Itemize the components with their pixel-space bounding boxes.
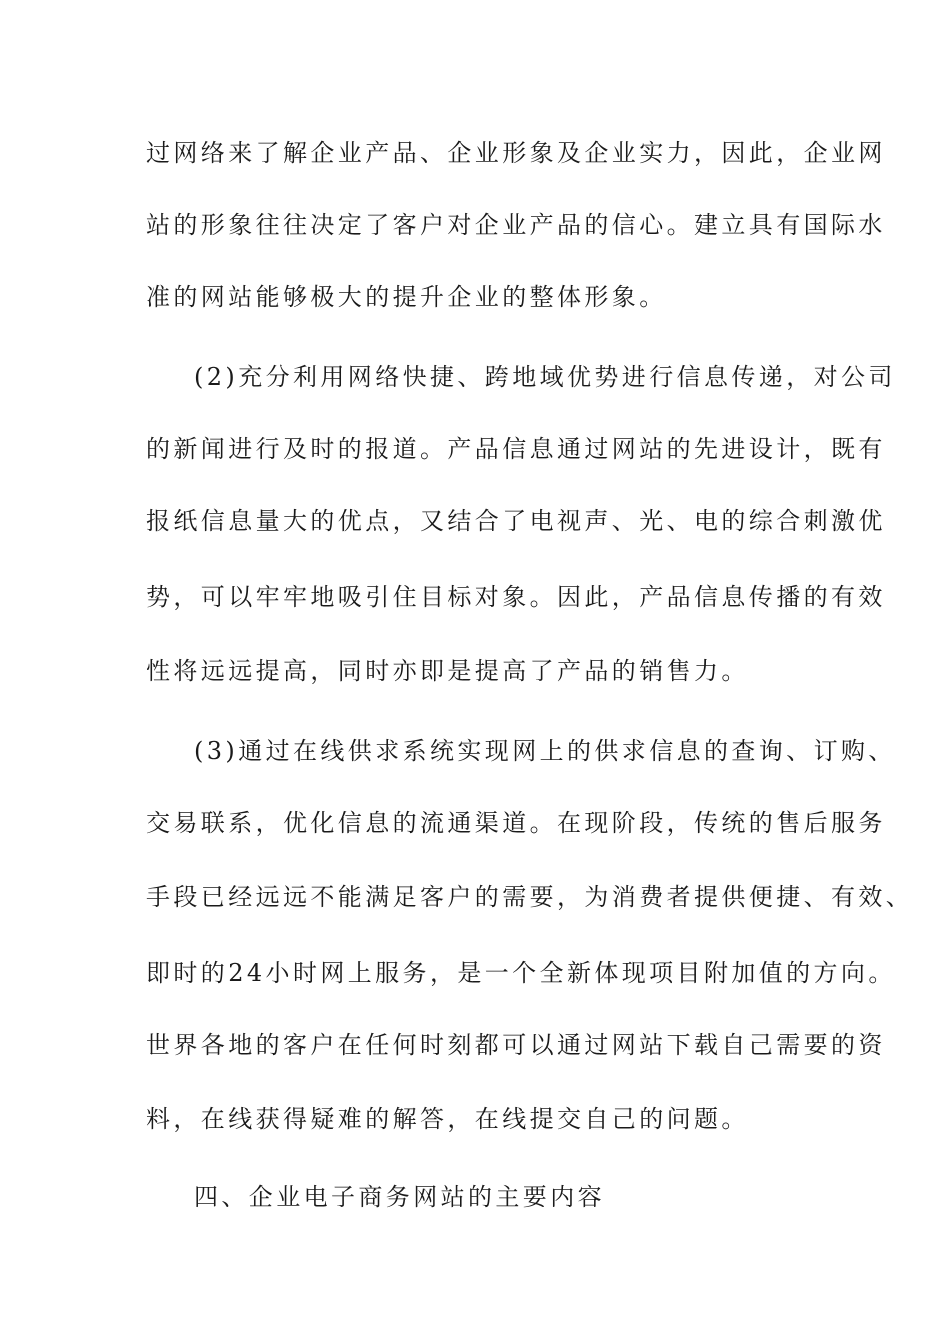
text-line: 世界各地的客户在任何时刻都可以通过网站下载自己需要的资 xyxy=(146,1031,886,1059)
text-line: 报纸信息量大的优点，又结合了电视声、光、电的综合刺激优 xyxy=(146,507,886,535)
text-line: 即时的24小时网上服务，是一个全新体现项目附加值的方向。 xyxy=(146,959,896,987)
text-line: 准的网站能够极大的提升企业的整体形象。 xyxy=(146,283,667,311)
paragraph-3-start: (3)通过在线供求系统实现网上的供求信息的查询、订购、 xyxy=(194,737,896,765)
section-heading: 四、企业电子商务网站的主要内容 xyxy=(194,1183,605,1211)
text-line: 的新闻进行及时的报道。产品信息通过网站的先进设计，既有 xyxy=(146,435,886,463)
text-line: 过网络来了解企业产品、企业形象及企业实力，因此，企业网 xyxy=(146,139,886,167)
paragraph-2-start: (2)充分利用网络快捷、跨地域优势进行信息传递，对公司 xyxy=(194,363,896,391)
text-line: 势，可以牢牢地吸引住目标对象。因此，产品信息传播的有效 xyxy=(146,583,886,611)
text-line: 交易联系，优化信息的流通渠道。在现阶段，传统的售后服务 xyxy=(146,809,886,837)
text-line: 性将远远提高，同时亦即是提高了产品的销售力。 xyxy=(146,657,749,685)
text-line: 料，在线获得疑难的解答，在线提交自己的问题。 xyxy=(146,1105,749,1133)
text-line: 站的形象往往决定了客户对企业产品的信心。建立具有国际水 xyxy=(146,211,886,239)
text-line: 手段已经远远不能满足客户的需要，为消费者提供便捷、有效、 xyxy=(146,883,914,911)
